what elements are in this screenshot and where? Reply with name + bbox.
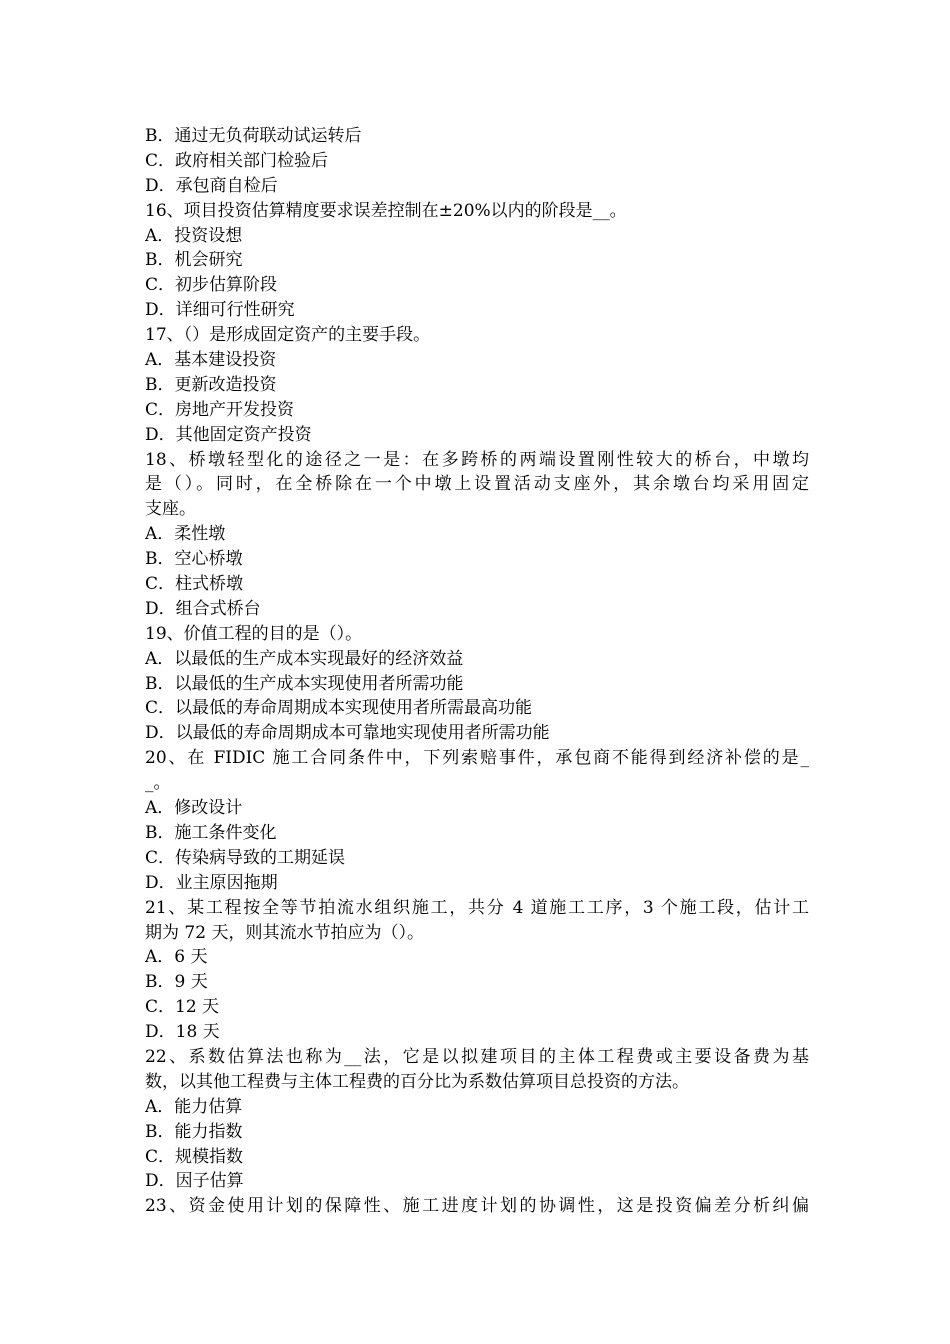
question-21: 21、某工程按全等节拍流水组织施工，共分 4 道施工工序，3 个施工段，估计工 — [145, 897, 809, 918]
text-line: C．以最低的寿命周期成本实现使用者所需最高功能 — [145, 698, 533, 719]
text-line: D．业主原因拖期 — [145, 872, 278, 893]
question-20: 20、在 FIDIC 施工合同条件中，下列索赔事件，承包商不能得到经济补偿的是_ — [145, 748, 809, 769]
text-line: C．12 天 — [145, 997, 220, 1018]
text-line: B．以最低的生产成本实现使用者所需功能 — [145, 673, 464, 694]
text-line: D．组合式桥台 — [145, 598, 261, 619]
text-line: A．投资设想 — [145, 225, 243, 246]
text-line: D．18 天 — [145, 1022, 220, 1043]
text-line: C．规模指数 — [145, 1146, 244, 1167]
text-line: D．以最低的寿命周期成本可靠地实现使用者所需功能 — [145, 723, 550, 744]
question-17: 17、（）是形成固定资产的主要手段。 — [145, 325, 431, 346]
question-16: 16、项目投资估算精度要求误差控制在±20%以内的阶段是__。 — [145, 200, 627, 221]
text-line: B．能力指数 — [145, 1121, 243, 1142]
text-line: B．更新改造投资 — [145, 374, 277, 395]
text-line: 支座。 — [145, 499, 196, 520]
text-line: B．9 天 — [145, 972, 208, 993]
text-line: A．修改设计 — [145, 798, 243, 819]
text-line: _。 — [145, 773, 171, 794]
text-line: A．以最低的生产成本实现最好的经济效益 — [145, 648, 464, 669]
question-19: 19、价值工程的目的是（）。 — [145, 623, 363, 644]
text-line: D．承包商自检后 — [145, 175, 278, 196]
text-line: D．其他固定资产投资 — [145, 424, 312, 445]
question-18: 18、桥墩轻型化的途径之一是：在多跨桥的两端设置刚性较大的桥台，中墩均 — [145, 449, 809, 470]
text-line: C．房地产开发投资 — [145, 399, 295, 420]
text-line: C．柱式桥墩 — [145, 574, 244, 595]
text-line: B．空心桥墩 — [145, 549, 243, 570]
text-line: A．能力估算 — [145, 1096, 243, 1117]
text-line: B．施工条件变化 — [145, 822, 277, 843]
text-line: 期为 72 天，则其流水节拍应为（）。 — [145, 922, 424, 943]
text-line: B．通过无负荷联动试运转后 — [145, 126, 362, 146]
text-line: C．政府相关部门检验后 — [145, 150, 329, 171]
text-line: C．初步估算阶段 — [145, 275, 278, 296]
text-line: A．柔性墩 — [145, 524, 226, 545]
text-line: C．传染病导致的工期延误 — [145, 847, 346, 868]
document-text — [145, 124, 809, 1219]
text-line: 是（）。同时，在全桥除在一个中墩上设置活动支座外，其余墩台均采用固定 — [145, 474, 809, 495]
text-line: A．6 天 — [145, 947, 208, 968]
question-23: 23、资金使用计划的保障性、施工进度计划的协调性，这是投资偏差分析纠偏 — [145, 1196, 809, 1217]
question-22: 22、系数估算法也称为__法，它是以拟建项目的主体工程费或主要设备费为基 — [145, 1046, 809, 1067]
text-line: A．基本建设投资 — [145, 350, 277, 371]
text-line: 数，以其他工程费与主体工程费的百分比为系数估算项目总投资的方法。 — [145, 1071, 689, 1092]
text-line: D．详细可行性研究 — [145, 300, 295, 321]
text-line: D．因子估算 — [145, 1171, 244, 1192]
text-line: B．机会研究 — [145, 250, 243, 271]
